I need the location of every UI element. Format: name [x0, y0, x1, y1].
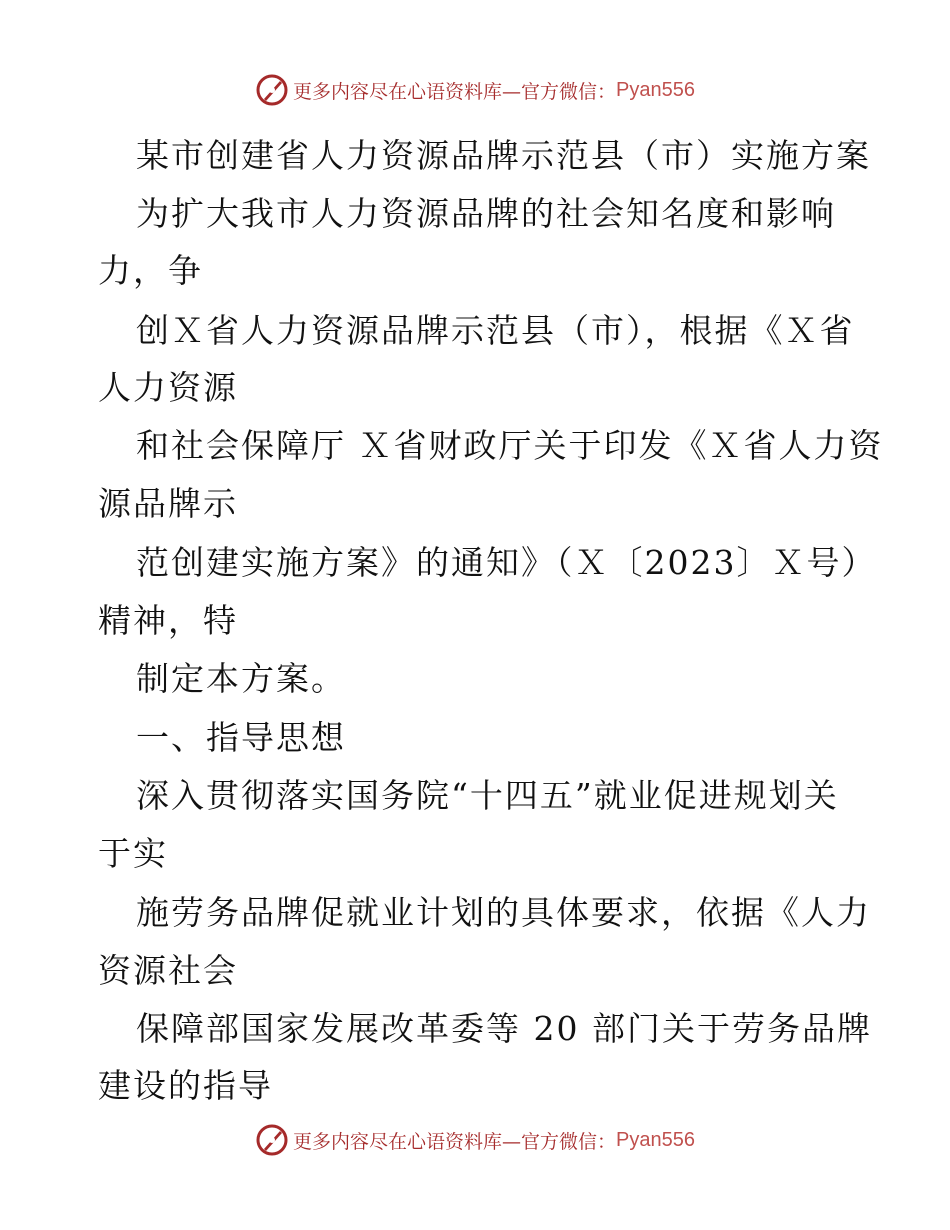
text-line: 为扩大我市人力资源品牌的社会知名度和影响: [136, 194, 836, 233]
quill-logo-icon: [255, 73, 289, 107]
text-line: 源品牌示: [98, 484, 238, 523]
text-line: 于实: [98, 834, 168, 873]
quill-logo-icon: [255, 1123, 289, 1157]
text-line: 创Ｘ省人力资源品牌示范县（市），根据《Ｘ省: [136, 311, 855, 350]
text-line: 精神，特: [98, 601, 238, 640]
footer-banner: [0, 1120, 950, 1160]
text-line: 保障部国家发展改革委等 20 部门关于劳务品牌: [136, 1009, 872, 1048]
document-title: 某市创建省人力资源品牌示范县（市）实施方案: [136, 136, 871, 175]
text-line: 资源社会: [98, 951, 238, 990]
banner-text: 更多内容尽在心语资料库—官方微信：: [293, 80, 617, 103]
text-line: 力，争: [98, 251, 203, 290]
section-heading: 一、指导思想: [136, 718, 346, 757]
banner-wechat-id: Pyan556: [616, 1128, 695, 1151]
banner-text: 更多内容尽在心语资料库—官方微信：: [293, 1130, 617, 1153]
text-line: 和社会保障厅 Ｘ省财政厅关于印发《Ｘ省人力资: [136, 426, 884, 465]
text-line: 人力资源: [98, 368, 238, 407]
text-line: 建设的指导: [98, 1066, 273, 1105]
header-banner: [0, 70, 950, 110]
text-line: 范创建实施方案》的通知》（Ｘ〔2023〕Ｘ号）: [136, 543, 877, 582]
text-line: 深入贯彻落实国务院“十四五”就业促进规划关: [136, 776, 839, 815]
text-line: 施劳务品牌促就业计划的具体要求，依据《人力: [136, 893, 871, 932]
banner-wechat-id: Pyan556: [616, 78, 695, 101]
text-line: 制定本方案。: [136, 659, 346, 698]
